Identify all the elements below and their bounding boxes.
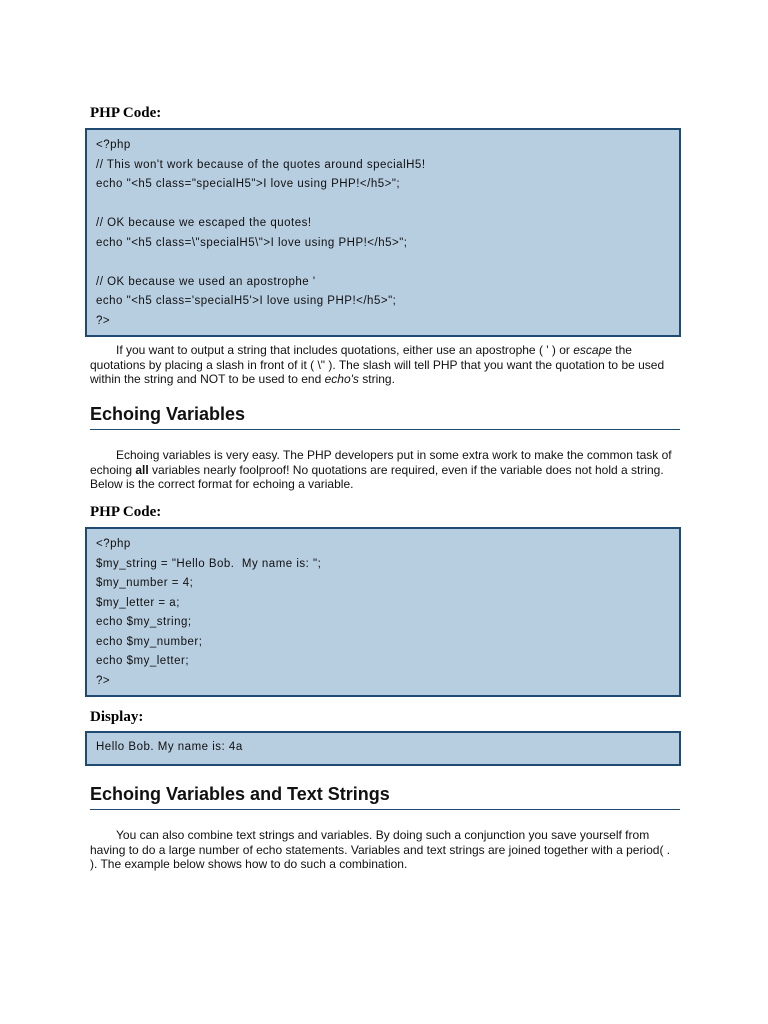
echoing-variables-paragraph: [90, 448, 680, 492]
php-code-label: PHP Code:: [90, 504, 162, 520]
bold-all: all: [135, 462, 149, 477]
display-output-text: Hello Bob. My name is: 4a: [96, 741, 243, 753]
text-run: You can also combine text strings and variables. By doing such a conjunction you save yourself from having to do a large number of echo statements. Variables and text strings are joined together with a period( . ). The example below shows how to do such a combination.: [90, 828, 671, 872]
quotation-paragraph: [90, 343, 680, 387]
text-run: the quotations by placing a slash in front of it ( \" ). The slash will tell PHP that you want the quotation to be used within the string and NOT to be used to end: [90, 343, 665, 387]
code-line: ?>: [96, 674, 111, 687]
section-heading-echoing-variables: Echoing Variables: [90, 404, 246, 424]
text-run: If you want to output a string that includes quotations, either use an apostrophe ( ' ) or: [116, 343, 574, 357]
combine-strings-paragraph: [90, 828, 680, 872]
code-line: echo $my_letter;: [96, 655, 190, 667]
section-divider: [90, 429, 680, 430]
code-line: [96, 253, 670, 273]
php-code-block-quotes: [85, 128, 681, 337]
text-run: string.: [358, 372, 395, 387]
code-line: echo $my_number;: [96, 635, 203, 648]
php-code-label: PHP Code:: [90, 105, 162, 121]
section-heading-echoing-variables-text: Echoing Variables and Text Strings: [90, 784, 390, 804]
display-label: Display:: [90, 709, 144, 725]
code-line: echo "<h5 class="specialH5">I love using PHP!</h5>";: [96, 178, 401, 190]
emphasis-escape: escape: [573, 343, 612, 357]
php-code-block-variables: [85, 527, 681, 697]
code-line: $my_string = "Hello Bob. My name is: ";: [96, 557, 322, 570]
code-line: <?php: [96, 538, 131, 550]
code-line: // OK because we escaped the quotes!: [96, 217, 312, 229]
emphasis-echo: echo's: [324, 372, 359, 387]
code-line: [96, 195, 670, 215]
display-output-block: [85, 731, 681, 766]
code-line: <?php: [96, 139, 131, 151]
text-run: Echoing variables is very easy. The PHP developers put in some extra work to make the common task of echoing: [90, 448, 672, 477]
code-line: echo "<h5 class=\"specialH5\">I love using PHP!</h5>";: [96, 236, 408, 249]
code-line: echo $my_string;: [96, 616, 192, 628]
text-run: variables nearly foolproof! No quotations are required, even if the variable does not hold a string. Below is the correct format for echoing a variable.: [90, 462, 664, 492]
code-line: ?>: [96, 314, 111, 327]
code-line: // This won't work because of the quotes around specialH5!: [96, 158, 426, 171]
code-line: $my_number = 4;: [96, 577, 194, 589]
code-line: // OK because we used an apostrophe ': [96, 275, 316, 288]
code-line: echo "<h5 class='specialH5'>I love using PHP!</h5>";: [96, 295, 397, 307]
section-divider: [90, 809, 680, 810]
code-line: $my_letter = a;: [96, 596, 180, 609]
